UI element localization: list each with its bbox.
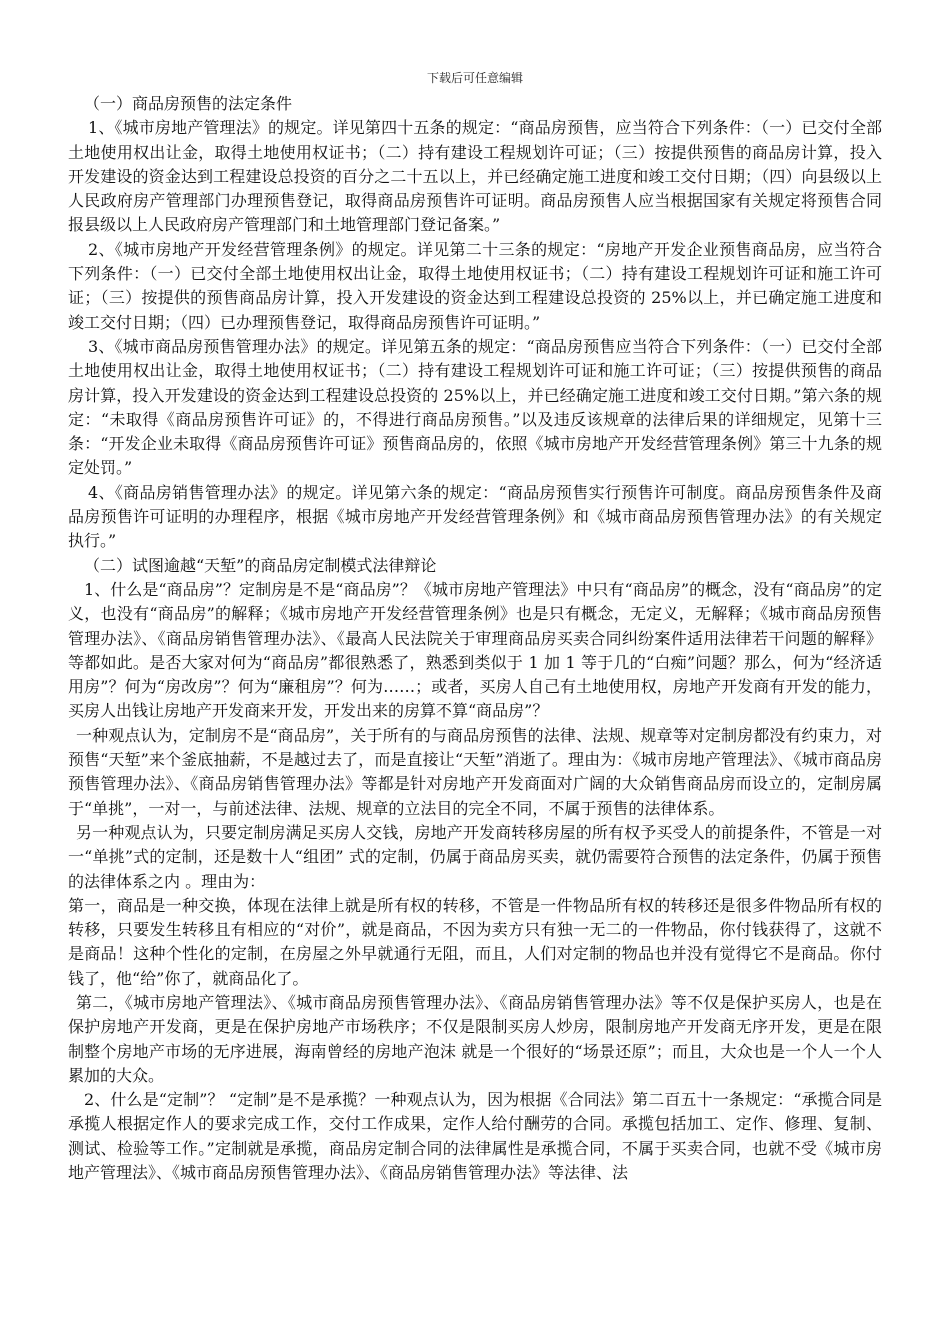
- paragraph: 2、《城市房地产开发经营管理条例》的规定。详见第二十三条的规定：“房地产开发企业预售商品房，应当符合下列条件：（一）已交付全部土地使用权出让金，取得土地使用权证书；（二）持有建设工程规划许可证和施工许可证；（三）按提供的预售商品房计算，投入开发建设的资金达到工程建设总投资的 25%以上，并已确定施工进度和竣工交付日期；（四）已办理预售登记，取得商品房预售许可证明。”: [68, 239, 882, 332]
- section-heading-2: （二）试图逾越“天堑”的商品房定制模式法律辩论: [84, 555, 437, 575]
- section-heading-1: （一）商品房预售的法定条件: [84, 94, 293, 113]
- paragraph: 第一，商品是一种交换，体现在法律上就是所有权的转移，不管是一件物品所有权的转移还是很多件物品所有权的转移，只要发生转移且有相应的“对价”，就是商品，不因为卖方只有独一无二的一件物品，你付钱获得了，这就不是商品！这种个性化的定制，在房屋之外早就通行无阻，而且，人们对定制的物品也并没有觉得它不是商品。你付钱了，他“给”你了，就商品化了。: [68, 895, 882, 988]
- paragraph: 1、什么是“商品房”？定制房是不是“商品房”？《城市房地产管理法》中只有“商品房”的概念，没有“商品房”的定义，也没有“商品房”的解释；《城市房地产开发经营管理条例》也是只有概念，无定义，无解释；《城市商品房预售管理办法》、《商品房销售管理办法》、《最高人民法院关于审理商品房买卖合同纠纷案件适用法律若干问题的解释》等都如此。是否大家对何为“商品房”都很熟悉了，熟悉到类似于 1 加 1 等于几的“白痴”问题？那么，何为“经济适用房”？何为“房改房”？何为“廉租房”？何为……；或者，买房人自己有土地使用权，房地产开发商有开发的能力，买房人出钱让房地产开发商来开发，开发出来的房算不算“商品房”？: [68, 579, 882, 721]
- paragraph: 1、《城市房地产管理法》的规定。详见第四十五条的规定：“商品房预售，应当符合下列条件：（一）已交付全部土地使用权出让金，取得土地使用权证书；（二）持有建设工程规划许可证；（三）按提供预售的商品房计算，投入开发建设的资金达到工程建设总投资的百分之二十五以上，并已经确定施工进度和竣工交付日期；（四）向县级以上人民政府房产管理部门办理预售登记，取得商品房预售许可证明。商品房预售人应当根据国家有关规定将预售合同报县级以上人民政府房产管理部门和土地管理部门登记备案。”: [68, 118, 882, 235]
- page-header: 下载后可任意编辑: [426, 71, 523, 85]
- paragraph: 另一种观点认为，只要定制房满足买房人交钱，房地产开发商转移房屋的所有权予买受人的前提条件，不管是一对一“单挑”式的定制，还是数十人“组团” 式的定制，仍属于商品房买卖，就仍需要符合预售的法定条件，仍属于预售的法律体系之内 。理由为：: [68, 822, 882, 891]
- paragraph: 4、《商品房销售管理办法》的规定。详见第六条的规定：“商品房预售实行预售许可制度。商品房预售条件及商品房预售许可证明的办理程序，根据《城市房地产开发经营管理条例》和《城市商品房预售管理办法》的有关规定执行。”: [68, 482, 882, 551]
- paragraph: 一种观点认为，定制房不是“商品房”，关于所有的与商品房预售的法律、法规、规章等对定制房都没有约束力，对预售“天堑”来个釜底抽薪，不是越过去了，而是直接让“天堑”消逝了。理由为：《城市房地产管理法》、《城市商品房预售管理办法》、《商品房销售管理办法》等都是针对房地产开发商面对广阔的大众销售商品房而设立的，定制房属于“单挑”，一对一，与前述法律、法规、规章的立法目的完全不同，不属于预售的法律体系。: [68, 725, 882, 818]
- paragraph: 第二，《城市房地产管理法》、《城市商品房预售管理办法》、《商品房销售管理办法》等不仅是保护买房人，也是在保护房地产开发商，更是在保护房地产市场秩序；不仅是限制买房人炒房，限制房地产开发商无序开发，更是在限制整个房地产市场的无序进展，海南曾经的房地产泡沫 就是一个很好的“场景还原”；而且，大众也是一个人一个人累加的大众。: [68, 992, 882, 1085]
- paragraph: 3、《城市商品房预售管理办法》的规定。详见第五条的规定：“商品房预售应当符合下列条件：（一）已交付全部土地使用权出让金，取得土地使用权证书；（二）持有建设工程规划许可证和施工许可证；（三）按提供预售的商品房计算，投入开发建设的资金达到工程建设总投资的 25%以上，并已经确定施工进度和竣工交付日期。”第六条的规定：“未取得《商品房预售许可证》的，不得进行商品房预售。”以及违反该规章的法律后果的详细规定，见第十三条：“开发企业未取得《商品房预售许可证》预售商品房的，依照《城市房地产开发经营管理条例》第三十九条的规定处罚。”: [68, 336, 882, 478]
- document-body: [68, 92, 882, 1185]
- paragraph: 2、什么是“定制”？ “定制”是不是承揽？一种观点认为，因为根据《合同法》第二百五十一条规定：“承揽合同是承揽人根据定作人的要求完成工作，交付工作成果，定作人给付酬劳的合同。承揽包括加工、定作、修理、复制、测试、检验等工作。”定制就是承揽，商品房定制合同的法律属性是承揽合同，不属于买卖合同，也就不受《城市房地产管理法》、《城市商品房预售管理办法》、《商品房销售管理办法》等法律、法: [68, 1090, 882, 1183]
